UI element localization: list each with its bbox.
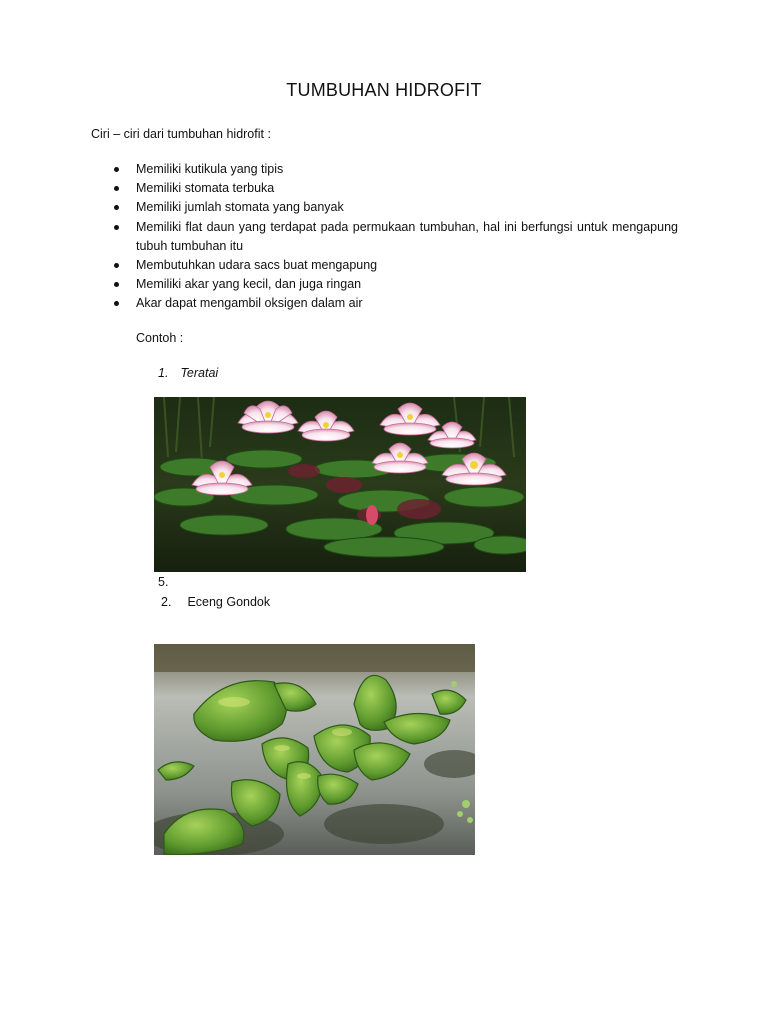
examples-label: Contoh : [136, 331, 184, 345]
example-name: Teratai [180, 366, 219, 380]
example-item-eceng-gondok [161, 595, 270, 609]
feature-list [112, 160, 678, 314]
list-item: Memiliki akar yang kecil, dan juga ringan [112, 275, 678, 294]
list-item: Memiliki stomata terbuka [112, 179, 678, 198]
example-item-teratai [158, 366, 218, 380]
example-name: Eceng Gondok [187, 595, 271, 609]
list-item: Membutuhkan udara sacs buat mengapung [112, 256, 678, 275]
water-hyacinth-photo [154, 644, 475, 855]
list-item: Akar dapat mengambil oksigen dalam air [112, 294, 678, 313]
list-item: Memiliki kutikula yang tipis [112, 160, 678, 179]
list-item: Memiliki flat daun yang terdapat pada permukaan tumbuhan, hal ini berfungsi untuk mengapung tubuh tumbuhan itu [112, 218, 678, 256]
stray-list-number: 5. [158, 575, 169, 589]
lotus-photo [154, 397, 526, 572]
example-number: 1. [158, 366, 169, 380]
intro-text: Ciri – ciri dari tumbuhan hidrofit : [91, 127, 271, 141]
list-item: Memiliki jumlah stomata yang banyak [112, 198, 678, 217]
example-number: 2. [161, 595, 172, 609]
page-title: TUMBUHAN HIDROFIT [286, 80, 482, 100]
